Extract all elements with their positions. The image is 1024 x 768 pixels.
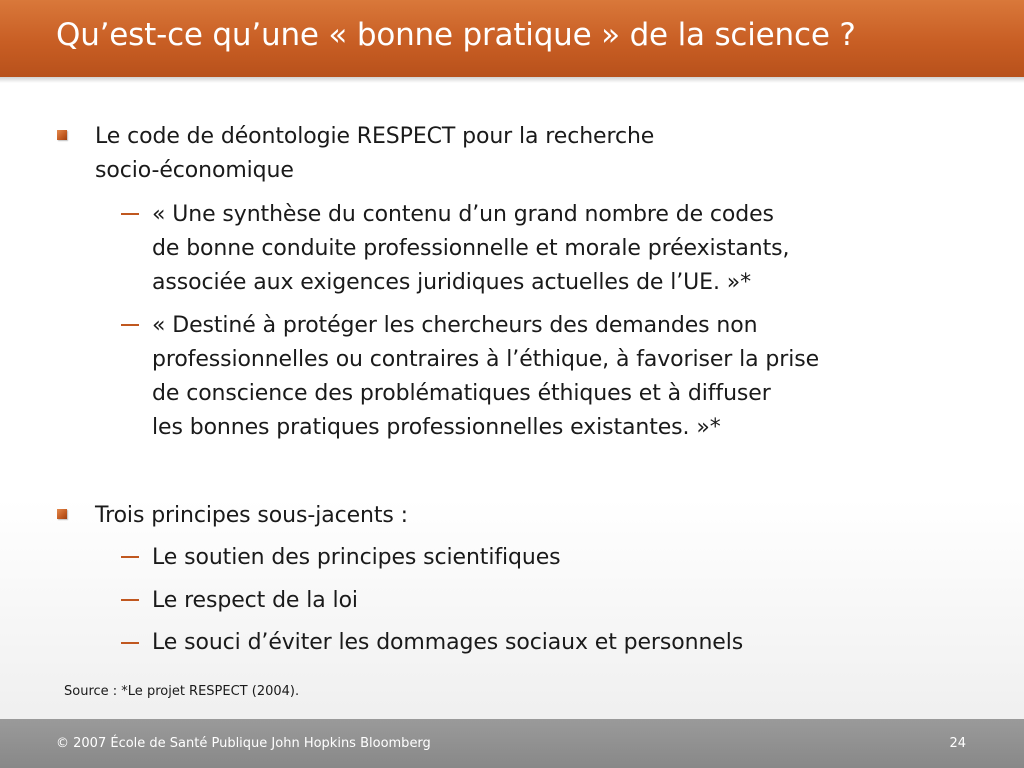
subitem-text: « Destiné à protéger les chercheurs des demandes non — [152, 313, 758, 338]
subitem-text: les bonnes pratiques professionnelles existantes. »* — [152, 415, 721, 440]
subitem-text: Le respect de la loi — [152, 588, 358, 613]
dash-marker-icon — [121, 599, 139, 601]
bullet-marker-icon — [57, 509, 67, 519]
subitem-text: Le souci d’éviter les dommages sociaux et personnels — [152, 630, 744, 655]
subitem-text: associée aux exigences juridiques actuelles de l’UE. »* — [152, 270, 752, 295]
copyright-text: © 2007 École de Santé Publique John Hopkins Bloomberg — [56, 736, 431, 751]
subitem-text: de bonne conduite professionnelle et morale préexistants, — [152, 236, 790, 261]
slide-title: Qu’est-ce qu’une « bonne pratique » de la science ? — [56, 17, 856, 53]
dash-marker-icon — [121, 556, 139, 558]
dash-marker-icon — [121, 213, 139, 215]
bullet-text: socio-économique — [95, 158, 294, 183]
subitem-text: professionnelles ou contraires à l’éthique, à favoriser la prise — [152, 347, 820, 372]
footer — [0, 719, 1024, 768]
subitem-text: Le soutien des principes scientifiques — [152, 545, 561, 570]
dash-marker-icon — [121, 642, 139, 644]
subitem-text: « Une synthèse du contenu d’un grand nombre de codes — [152, 202, 774, 227]
subitem-text: de conscience des problématiques éthiques et à diffuser — [152, 381, 771, 406]
source-note: Source : *Le projet RESPECT (2004). — [64, 684, 300, 699]
bullet-text: Le code de déontologie RESPECT pour la recherche — [95, 124, 655, 149]
bullet-marker-icon — [57, 130, 67, 140]
bullet-text: Trois principes sous-jacents : — [95, 503, 408, 528]
page-number: 24 — [949, 736, 966, 751]
dash-marker-icon — [121, 324, 139, 326]
